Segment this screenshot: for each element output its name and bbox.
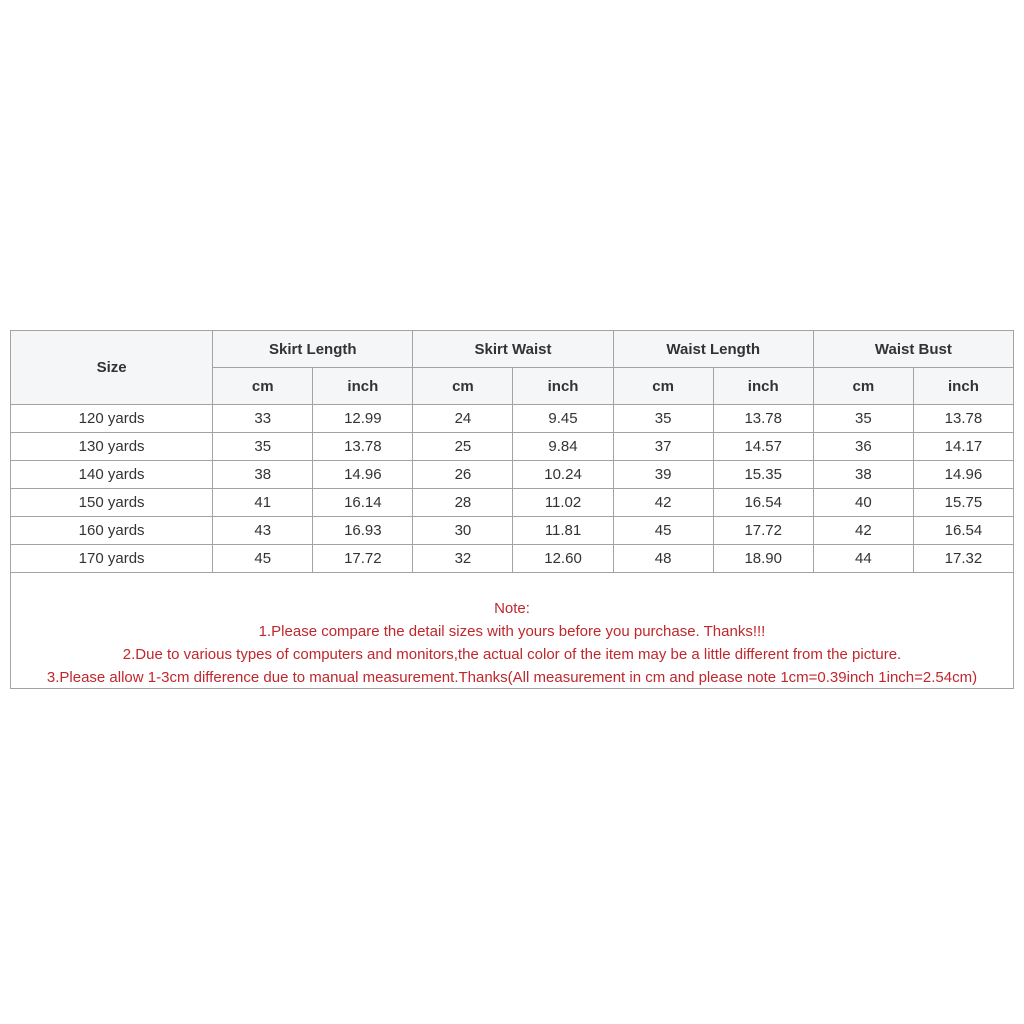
note-line-1: 1.Please compare the detail sizes with yours before you purchase. Thanks!!! (258, 623, 766, 640)
measurement-cell: 13.78 (713, 405, 813, 433)
measurement-cell: 11.02 (513, 489, 613, 517)
measurement-cell: 28 (413, 489, 513, 517)
table-body (11, 405, 1014, 573)
measurement-cell: 24 (413, 405, 513, 433)
measurement-cell: 43 (213, 517, 313, 545)
note-line-3: 3.Please allow 1-3cm difference due to manual measurement.Thanks(All measurement in cm and please note 1cm=0.39inch 1inch=2.54cm) (46, 669, 978, 686)
measurement-cell: 10.24 (513, 461, 613, 489)
measurement-cell: 16.93 (313, 517, 413, 545)
measurement-cell: 36 (813, 433, 913, 461)
measurement-cell: 42 (813, 517, 913, 545)
measurement-cell: 16.14 (313, 489, 413, 517)
note-line-2: 2.Due to various types of computers and monitors,the actual color of the item may be a little different from the picture. (122, 646, 902, 663)
table-row (11, 461, 1014, 489)
measurement-cell: 16.54 (913, 517, 1013, 545)
unit-header: cm (613, 368, 713, 405)
measurement-cell: 32 (413, 545, 513, 573)
measurement-cell: 30 (413, 517, 513, 545)
unit-header: cm (813, 368, 913, 405)
size-cell: 150 yards (11, 489, 213, 517)
measurement-cell: 38 (213, 461, 313, 489)
table-row (11, 489, 1014, 517)
size-cell: 120 yards (11, 405, 213, 433)
unit-header: cm (213, 368, 313, 405)
measurement-cell: 37 (613, 433, 713, 461)
group-header-skirt-length: Skirt Length (213, 331, 413, 368)
measurement-cell: 40 (813, 489, 913, 517)
measurement-cell: 14.17 (913, 433, 1013, 461)
measurement-cell: 33 (213, 405, 313, 433)
group-header-skirt-waist: Skirt Waist (413, 331, 613, 368)
table-row (11, 405, 1014, 433)
measurement-cell: 11.81 (513, 517, 613, 545)
size-cell: 130 yards (11, 433, 213, 461)
size-table (10, 330, 1014, 573)
unit-header: inch (913, 368, 1013, 405)
measurement-cell: 42 (613, 489, 713, 517)
unit-header: cm (413, 368, 513, 405)
group-header-waist-bust: Waist Bust (813, 331, 1013, 368)
unit-header: inch (313, 368, 413, 405)
notes-box (10, 573, 1014, 689)
measurement-cell: 26 (413, 461, 513, 489)
measurement-cell: 45 (613, 517, 713, 545)
size-chart (10, 330, 1014, 689)
size-cell: 140 yards (11, 461, 213, 489)
size-cell: 170 yards (11, 545, 213, 573)
measurement-cell: 38 (813, 461, 913, 489)
measurement-cell: 13.78 (913, 405, 1013, 433)
note-title: Note: (494, 600, 530, 617)
unit-header: inch (513, 368, 613, 405)
measurement-cell: 15.75 (913, 489, 1013, 517)
measurement-cell: 14.96 (913, 461, 1013, 489)
measurement-cell: 13.78 (313, 433, 413, 461)
header-row-groups (11, 331, 1014, 368)
group-header-waist-length: Waist Length (613, 331, 813, 368)
measurement-cell: 12.60 (513, 545, 613, 573)
unit-header: inch (713, 368, 813, 405)
measurement-cell: 17.72 (713, 517, 813, 545)
measurement-cell: 15.35 (713, 461, 813, 489)
measurement-cell: 35 (613, 405, 713, 433)
measurement-cell: 44 (813, 545, 913, 573)
measurement-cell: 35 (813, 405, 913, 433)
measurement-cell: 18.90 (713, 545, 813, 573)
table-row (11, 545, 1014, 573)
measurement-cell: 25 (413, 433, 513, 461)
measurement-cell: 9.45 (513, 405, 613, 433)
measurement-cell: 9.84 (513, 433, 613, 461)
measurement-cell: 48 (613, 545, 713, 573)
measurement-cell: 45 (213, 545, 313, 573)
measurement-cell: 17.72 (313, 545, 413, 573)
measurement-cell: 41 (213, 489, 313, 517)
measurement-cell: 14.57 (713, 433, 813, 461)
table-row (11, 433, 1014, 461)
measurement-cell: 39 (613, 461, 713, 489)
size-header: Size (11, 331, 213, 405)
measurement-cell: 12.99 (313, 405, 413, 433)
measurement-cell: 35 (213, 433, 313, 461)
table-row (11, 517, 1014, 545)
size-cell: 160 yards (11, 517, 213, 545)
measurement-cell: 17.32 (913, 545, 1013, 573)
measurement-cell: 16.54 (713, 489, 813, 517)
measurement-cell: 14.96 (313, 461, 413, 489)
